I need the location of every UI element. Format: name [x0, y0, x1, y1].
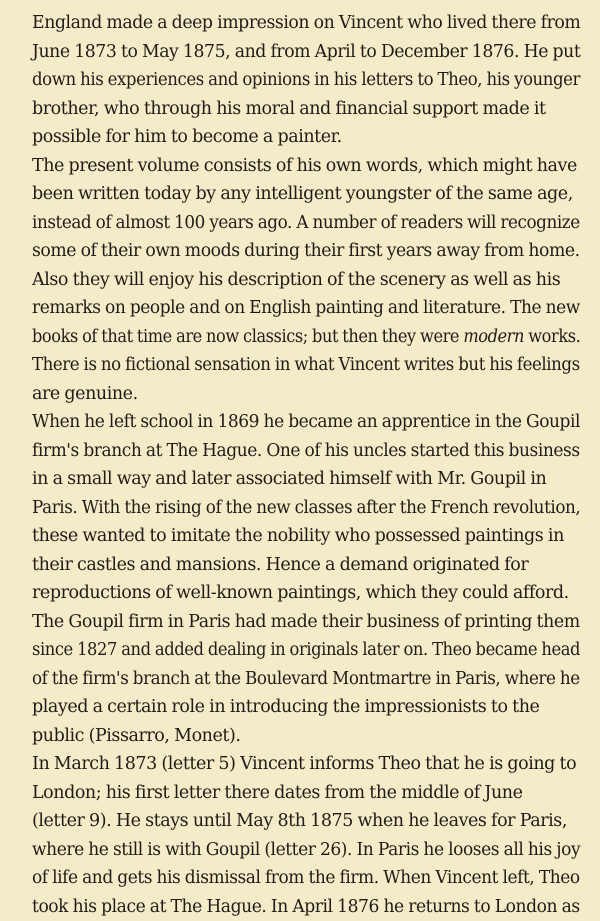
text-line: possible for him to become a painter.	[32, 123, 580, 152]
text-line: of the firm's branch at the Boulevard Montmartre in Paris, where he	[32, 665, 556, 694]
text-line: The present volume consists of his own words, which might have	[32, 152, 580, 181]
text-line: (letter 9). He stays until May 8th 1875 when he leaves for Paris,	[32, 807, 580, 836]
emphasized-word: modern	[463, 327, 524, 347]
text-line: reproductions of well-known paintings, which they could afford.	[32, 579, 580, 608]
text-line	[32, 323, 538, 352]
text-line: where he still is with Goupil (letter 26). In Paris he looses all his joy	[32, 836, 566, 865]
text-line: England made a deep impression on Vincent who lived there from	[32, 9, 574, 38]
text-line: played a certain role in introducing the impressionists to the	[32, 693, 580, 722]
text-line: since 1827 and added dealing in originals later on. Theo became head	[32, 636, 543, 665]
text-line: these wanted to imitate the nobility who possessed paintings in	[32, 522, 580, 551]
text-line: remarks on people and on English painting and literature. The new	[32, 294, 564, 323]
text-line: took his place at The Hague. In April 1876 he returns to London as	[32, 893, 568, 921]
text-line: When he left school in 1869 he became an apprentice in the Goupil	[32, 408, 565, 437]
text-line: firm's branch at The Hague. One of his uncles started this business	[32, 437, 565, 466]
text-line: Paris. With the rising of the new classes after the French revolution,	[32, 494, 558, 523]
text-line: brother, who through his moral and financial support made it	[32, 95, 580, 124]
text-line: down his experiences and opinions in his letters to Theo, his younger	[32, 66, 551, 95]
text-line: London; his first letter there dates from the middle of June	[32, 779, 580, 808]
text-line: public (Pissarro, Monet).	[32, 722, 580, 751]
text-line: been written today by any intelligent youngster of the same age,	[32, 180, 580, 209]
text-line: There is no fictional sensation in what Vincent writes but his feelings	[32, 351, 552, 380]
text-line: Also they will enjoy his description of the scenery as well as his	[32, 266, 580, 295]
line-text-before: books of that time are now classics; but then they were	[32, 327, 463, 347]
text-line: instead of almost 100 years ago. A number of readers will recognize	[32, 209, 558, 238]
text-line: in a small way and later associated himself with Mr. Goupil in	[32, 465, 580, 494]
text-line: of life and gets his dismissal from the firm. When Vincent left, Theo	[32, 864, 564, 893]
text-line: The Goupil firm in Paris had made their business of printing them	[32, 608, 577, 637]
text-line: In March 1873 (letter 5) Vincent informs Theo that he is going to	[32, 750, 580, 779]
text-line: some of their own moods during their first years away from home.	[32, 237, 572, 266]
text-line: June 1873 to May 1875, and from April to December 1876. He put	[32, 38, 573, 67]
text-line: are genuine.	[32, 380, 580, 409]
line-text-after: works.	[524, 327, 580, 347]
text-line: their castles and mansions. Hence a demand originated for	[32, 551, 580, 580]
